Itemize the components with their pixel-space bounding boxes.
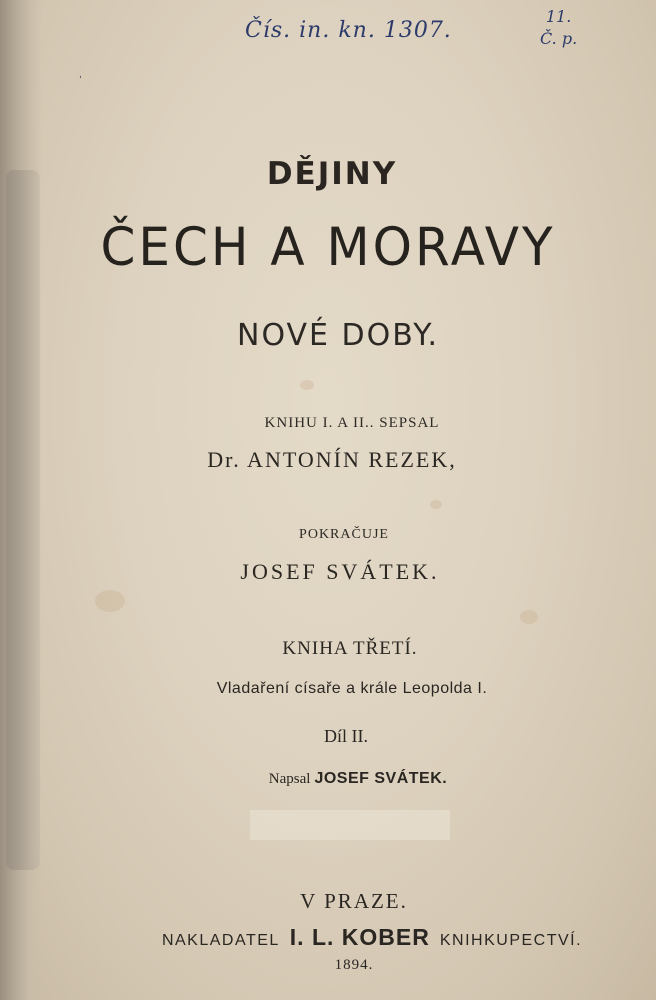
imprint-publisher	[0, 924, 656, 951]
foxing-spot	[430, 500, 442, 509]
part-number: Díl II.	[324, 726, 368, 746]
book-subtitle: Vladaření císaře a krále Leopolda I.	[216, 680, 488, 697]
title-line-3: NOVÉ DOBY.	[237, 318, 439, 353]
handwritten-corner-note	[540, 6, 577, 50]
second-author-intro: POKRAČUJE	[299, 527, 389, 542]
first-author-name: Dr. ANTONÍN REZEK,	[207, 447, 457, 472]
foxing-spot	[300, 380, 314, 390]
paper-patch	[250, 810, 450, 840]
written-by-label: Napsal	[268, 771, 311, 787]
publisher-name: I. L. KOBER	[289, 924, 430, 950]
written-by-name: JOSEF SVÁTEK.	[314, 770, 448, 787]
first-author-intro: KNIHU I. A II.. SEPSAL	[264, 415, 440, 431]
book-number: KNIHA TŘETÍ.	[282, 638, 418, 659]
foxing-spot	[520, 610, 538, 624]
imprint-year: 1894.	[334, 957, 374, 973]
title-line-1: DĚJINY	[266, 156, 398, 192]
written-by	[0, 770, 656, 788]
foxing-spot	[95, 590, 125, 612]
publisher-prefix: NAKLADATEL	[161, 932, 280, 949]
corner-note-bottom: Č. p.	[540, 29, 578, 48]
second-author-name: JOSEF SVÁTEK.	[240, 559, 440, 584]
imprint-city: V PRAZE.	[300, 889, 408, 913]
publisher-suffix: KNIHKUPECTVÍ.	[439, 932, 583, 949]
corner-note-top: 11.	[545, 7, 572, 26]
pencil-mark: ˌ	[78, 64, 83, 79]
handwritten-inventory-number: Čís. in. kn. 1307.	[245, 18, 452, 43]
title-line-2: ČECH A MORAVY	[100, 216, 556, 278]
